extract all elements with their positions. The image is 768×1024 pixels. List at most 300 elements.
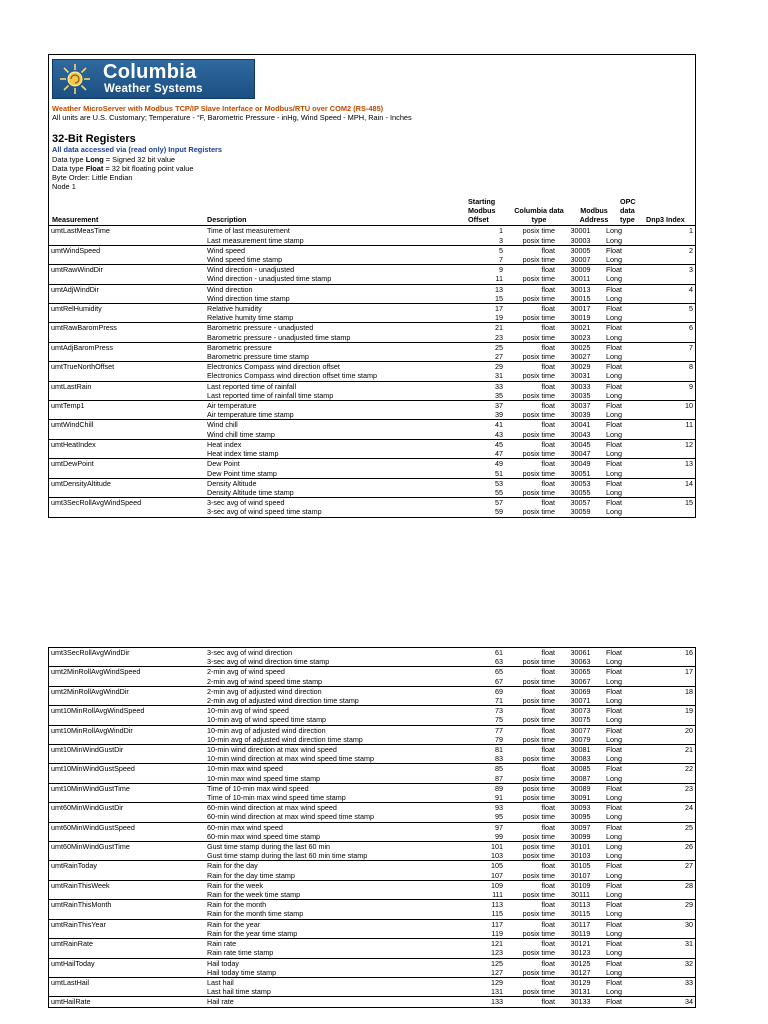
offset-cell: 63 bbox=[495, 657, 503, 667]
opc-type-cell: Long bbox=[606, 948, 622, 958]
description-cell: Time of 10-min max wind speed bbox=[205, 783, 463, 793]
columbia-type-cell: float bbox=[505, 958, 557, 968]
modbus-address-cell: 30003 bbox=[570, 235, 591, 245]
table-row bbox=[49, 958, 695, 968]
opc-type-cell: Float bbox=[604, 648, 634, 658]
table-row bbox=[49, 294, 695, 304]
modbus-address-cell: 30101 bbox=[557, 842, 604, 852]
description-cell: Last reported time of rainfall time stamp bbox=[207, 390, 334, 400]
measurement-cell: umt2MinRollAvgWindSpeed bbox=[49, 667, 205, 677]
opc-type-cell: Float bbox=[604, 265, 634, 275]
columbia-type-cell: posix time bbox=[522, 676, 555, 686]
header-opc-type: OPC data type bbox=[620, 196, 636, 224]
offset-cell: 59 bbox=[463, 507, 505, 517]
modbus-address-cell: 30077 bbox=[557, 725, 604, 735]
opc-type-cell: Float bbox=[604, 284, 634, 294]
offset-cell: 87 bbox=[495, 773, 503, 783]
offset-cell: 33 bbox=[463, 381, 505, 391]
columbia-type-cell: float bbox=[505, 939, 557, 949]
opc-type-cell: Float bbox=[604, 342, 634, 352]
dnp3-index-cell: 23 bbox=[634, 783, 695, 793]
dnp3-index-cell: 4 bbox=[634, 284, 695, 294]
offset-cell: 25 bbox=[463, 342, 505, 352]
offset-cell: 51 bbox=[495, 468, 503, 478]
modbus-address-cell: 30081 bbox=[557, 745, 604, 755]
table-row bbox=[49, 478, 695, 488]
modbus-address-cell: 30117 bbox=[557, 919, 604, 929]
opc-type-cell: Float bbox=[604, 803, 634, 813]
offset-cell: 11 bbox=[495, 274, 503, 284]
dnp3-index-cell bbox=[634, 410, 695, 420]
description-cell: Relative humidity bbox=[205, 304, 463, 314]
modbus-address-cell: 30037 bbox=[557, 401, 604, 411]
offset-cell: 133 bbox=[463, 997, 505, 1007]
dnp3-index-cell bbox=[634, 968, 695, 978]
columbia-type-cell: posix time bbox=[522, 449, 555, 459]
offset-cell: 23 bbox=[495, 332, 503, 342]
modbus-address-cell: 30075 bbox=[570, 715, 591, 725]
offset-cell: 81 bbox=[463, 745, 505, 755]
dnp3-index-cell: 1 bbox=[634, 226, 695, 236]
dnp3-index-cell: 2 bbox=[634, 245, 695, 255]
opc-type-cell: Float bbox=[604, 880, 634, 890]
dnp3-index-cell: 21 bbox=[634, 745, 695, 755]
table-row bbox=[49, 735, 695, 745]
modbus-address-cell: 30043 bbox=[570, 429, 591, 439]
table-row bbox=[49, 832, 695, 842]
offset-cell: 95 bbox=[495, 812, 503, 822]
opc-type-cell: Float bbox=[604, 686, 634, 696]
dnp3-index-cell: 15 bbox=[634, 498, 695, 508]
offset-cell: 115 bbox=[491, 909, 503, 919]
description-cell: Time of 10-min max wind speed time stamp bbox=[207, 793, 346, 803]
measurement-cell: umtLastMeasTime bbox=[49, 226, 205, 236]
measurement-cell bbox=[49, 657, 205, 667]
description-cell: Rain for the year time stamp bbox=[207, 928, 298, 938]
columbia-type-cell: posix time bbox=[522, 851, 555, 861]
table-row bbox=[49, 469, 695, 479]
description-cell: Rain for the week time stamp bbox=[207, 890, 301, 900]
dnp3-index-cell bbox=[634, 851, 695, 861]
modbus-address-cell: 30059 bbox=[557, 507, 604, 517]
opc-type-cell: Long bbox=[606, 928, 622, 938]
modbus-address-cell: 30071 bbox=[570, 696, 591, 706]
offset-cell: 83 bbox=[495, 754, 503, 764]
description-cell: 3-sec avg of wind speed bbox=[205, 498, 463, 508]
company-logo bbox=[49, 55, 695, 99]
opc-type-cell: Float bbox=[604, 323, 634, 333]
dnp3-index-cell: 22 bbox=[634, 764, 695, 774]
description-cell: 10-min wind direction at max wind speed time stamp bbox=[207, 754, 374, 764]
description-cell: Heat index bbox=[205, 439, 463, 449]
table-row bbox=[49, 323, 695, 333]
table-row bbox=[49, 987, 695, 997]
modbus-address-cell: 30049 bbox=[557, 459, 604, 469]
description-cell: Dew Point time stamp bbox=[207, 468, 277, 478]
measurement-cell bbox=[49, 871, 205, 881]
offset-cell: 119 bbox=[491, 928, 503, 938]
modbus-address-cell: 30123 bbox=[570, 948, 591, 958]
columbia-type-cell: float bbox=[505, 420, 557, 430]
modbus-address-cell: 30079 bbox=[570, 734, 591, 744]
measurement-cell bbox=[49, 754, 205, 764]
opc-type-cell: Float bbox=[604, 401, 634, 411]
measurement-cell bbox=[49, 274, 205, 284]
measurement-cell: umtAdjBaromPress bbox=[49, 342, 205, 352]
opc-type-cell: Float bbox=[604, 381, 634, 391]
table-row bbox=[49, 929, 695, 939]
header-description: Description bbox=[207, 214, 247, 224]
opc-type-cell: Long bbox=[606, 657, 622, 667]
dnp3-index-cell bbox=[634, 696, 695, 706]
measurement-cell bbox=[49, 948, 205, 958]
dnp3-index-cell bbox=[634, 371, 695, 381]
opc-type-cell: Float bbox=[604, 304, 634, 314]
opc-type-cell: Long bbox=[606, 293, 622, 303]
description-cell: Gust time stamp during the last 60 min bbox=[205, 842, 463, 852]
offset-cell: 9 bbox=[463, 265, 505, 275]
dnp3-index-cell: 16 bbox=[634, 648, 695, 658]
modbus-address-cell: 30069 bbox=[557, 686, 604, 696]
measurement-cell: umtWindSpeed bbox=[49, 245, 205, 255]
columbia-type-cell: float bbox=[505, 323, 557, 333]
measurement-cell bbox=[49, 430, 205, 440]
columbia-type-cell: float bbox=[505, 997, 557, 1007]
modbus-address-cell: 30061 bbox=[557, 648, 604, 658]
description-cell: 10-min avg of adjusted wind direction time stamp bbox=[207, 734, 363, 744]
columbia-type-cell: posix time bbox=[522, 987, 555, 997]
modbus-address-cell: 30097 bbox=[557, 822, 604, 832]
opc-type-cell: Float bbox=[604, 667, 634, 677]
description-cell: 10-min avg of wind speed time stamp bbox=[207, 715, 327, 725]
modbus-address-cell: 30033 bbox=[557, 381, 604, 391]
columbia-type-cell: posix time bbox=[522, 967, 555, 977]
dnp3-index-cell bbox=[634, 890, 695, 900]
modbus-address-cell: 30019 bbox=[570, 313, 591, 323]
table-row bbox=[49, 667, 695, 677]
offset-cell: 123 bbox=[491, 948, 503, 958]
modbus-address-cell: 30007 bbox=[570, 255, 591, 265]
offset-cell: 47 bbox=[495, 449, 503, 459]
modbus-address-cell: 30119 bbox=[570, 928, 591, 938]
description-cell: Rain rate bbox=[205, 939, 463, 949]
dnp3-index-cell: 29 bbox=[634, 900, 695, 910]
dnp3-index-cell: 18 bbox=[634, 686, 695, 696]
table-row bbox=[49, 871, 695, 881]
measurement-cell: umtRainRate bbox=[49, 939, 205, 949]
description-cell: Wind direction - unadjusted time stamp bbox=[207, 274, 332, 284]
table-row bbox=[49, 498, 695, 508]
table-row bbox=[49, 764, 695, 774]
description-cell: Gust time stamp during the last 60 min time stamp bbox=[207, 851, 368, 861]
offset-cell: 27 bbox=[495, 352, 503, 362]
columbia-type-cell: posix time bbox=[522, 909, 555, 919]
opc-type-cell: Float bbox=[604, 439, 634, 449]
modbus-address-cell: 30041 bbox=[557, 420, 604, 430]
offset-cell: 67 bbox=[495, 676, 503, 686]
description-cell: Electronics Compass wind direction offset bbox=[205, 362, 463, 372]
modbus-address-cell: 30053 bbox=[557, 478, 604, 488]
columbia-type-cell: float bbox=[505, 245, 557, 255]
table-row bbox=[49, 793, 695, 803]
columbia-type-cell: float bbox=[505, 284, 557, 294]
measurement-cell bbox=[49, 890, 205, 900]
table-row bbox=[49, 401, 695, 411]
description-cell: Wind chill time stamp bbox=[207, 429, 275, 439]
modbus-address-cell: 30103 bbox=[570, 851, 591, 861]
modbus-address-cell: 30073 bbox=[557, 706, 604, 716]
description-cell: Last hail time stamp bbox=[207, 987, 271, 997]
description-cell: 2-min avg of wind speed bbox=[205, 667, 463, 677]
table-row bbox=[49, 677, 695, 687]
dnp3-index-cell: 7 bbox=[634, 342, 695, 352]
opc-type-cell: Long bbox=[606, 890, 622, 900]
table-row bbox=[49, 909, 695, 919]
opc-type-cell: Long bbox=[606, 429, 622, 439]
offset-cell: 15 bbox=[495, 293, 503, 303]
measurement-cell: umt10MinRollAvgWindDir bbox=[49, 725, 205, 735]
columbia-type-cell: float bbox=[505, 919, 557, 929]
columbia-type-cell: posix time bbox=[522, 274, 555, 284]
dnp3-index-cell: 34 bbox=[634, 997, 695, 1007]
opc-type-cell: Long bbox=[606, 967, 622, 977]
opc-type-cell: Float bbox=[604, 997, 634, 1007]
columbia-type-cell: float bbox=[505, 648, 557, 658]
description-cell: Air temperature bbox=[205, 401, 463, 411]
dnp3-index-cell: 13 bbox=[634, 459, 695, 469]
dnp3-index-cell: 32 bbox=[634, 958, 695, 968]
columbia-type-cell: float bbox=[505, 686, 557, 696]
measurement-cell: umtWindChill bbox=[49, 420, 205, 430]
modbus-address-cell: 30131 bbox=[570, 987, 591, 997]
measurement-cell bbox=[49, 929, 205, 939]
dnp3-index-cell bbox=[634, 774, 695, 784]
opc-type-cell: Float bbox=[604, 861, 634, 871]
modbus-address-cell: 30089 bbox=[557, 783, 604, 793]
columbia-type-cell: float bbox=[505, 725, 557, 735]
offset-cell: 79 bbox=[495, 734, 503, 744]
opc-type-cell: Float bbox=[604, 725, 634, 735]
dnp3-index-cell bbox=[634, 333, 695, 343]
table-row bbox=[49, 313, 695, 323]
columbia-type-cell: float bbox=[505, 706, 557, 716]
measurement-cell: umt3SecRollAvgWindDir bbox=[49, 648, 205, 658]
opc-type-cell: Long bbox=[606, 487, 622, 497]
dnp3-index-cell bbox=[634, 793, 695, 803]
columbia-type-cell: posix time bbox=[522, 793, 555, 803]
offset-cell: 53 bbox=[463, 478, 505, 488]
offset-cell: 29 bbox=[463, 362, 505, 372]
dnp3-index-cell bbox=[634, 677, 695, 687]
columbia-type-cell: posix time bbox=[522, 410, 555, 420]
offset-cell: 77 bbox=[463, 725, 505, 735]
opc-type-cell: Long bbox=[606, 313, 622, 323]
columbia-type-cell: posix time bbox=[522, 313, 555, 323]
description-cell: Barometric pressure - unadjusted time stamp bbox=[207, 332, 351, 342]
description-cell: 3-sec avg of wind speed time stamp bbox=[205, 507, 463, 517]
columbia-type-cell: posix time bbox=[522, 715, 555, 725]
columbia-type-cell: float bbox=[505, 381, 557, 391]
offset-cell: 117 bbox=[463, 919, 505, 929]
description-cell: Hail today time stamp bbox=[207, 967, 277, 977]
dnp3-index-cell bbox=[634, 255, 695, 265]
table-row bbox=[49, 449, 695, 459]
table-row bbox=[49, 861, 695, 871]
columbia-type-cell: posix time bbox=[522, 390, 555, 400]
description-cell: 2-min avg of wind speed time stamp bbox=[207, 676, 323, 686]
opc-type-cell: Float bbox=[604, 498, 634, 508]
offset-cell: 75 bbox=[495, 715, 503, 725]
description-cell: Wind speed bbox=[205, 245, 463, 255]
offset-cell: 111 bbox=[492, 890, 503, 900]
modbus-address-cell: 30115 bbox=[570, 909, 591, 919]
offset-cell: 71 bbox=[495, 696, 503, 706]
dnp3-index-cell bbox=[634, 507, 695, 517]
measurement-cell bbox=[49, 715, 205, 725]
columbia-type-cell: float bbox=[505, 764, 557, 774]
table-row bbox=[49, 352, 695, 362]
columbia-type-cell: posix time bbox=[505, 507, 557, 517]
modbus-address-cell: 30025 bbox=[557, 342, 604, 352]
opc-type-cell: Long bbox=[606, 812, 622, 822]
description-cell: 2-min avg of adjusted wind direction time stamp bbox=[207, 696, 359, 706]
opc-type-cell: Long bbox=[606, 831, 622, 841]
offset-cell: 65 bbox=[463, 667, 505, 677]
measurement-cell bbox=[49, 696, 205, 706]
measurement-cell: umtDensityAltitude bbox=[49, 478, 205, 488]
description-cell: Density Altitude bbox=[205, 478, 463, 488]
description-cell: Wind speed time stamp bbox=[207, 255, 283, 265]
dnp3-index-cell: 6 bbox=[634, 323, 695, 333]
dnp3-index-cell: 5 bbox=[634, 304, 695, 314]
offset-cell: 85 bbox=[463, 764, 505, 774]
table-row bbox=[49, 774, 695, 784]
header-offset: Starting Modbus Offset bbox=[468, 196, 496, 224]
columbia-type-cell: posix time bbox=[522, 487, 555, 497]
modbus-address-cell: 30127 bbox=[570, 967, 591, 977]
table-row bbox=[49, 236, 695, 246]
table-row bbox=[49, 812, 695, 822]
dnp3-index-cell: 17 bbox=[634, 667, 695, 677]
units-note: All units are U.S. Customary; Temperature - °F, Barometric Pressure - inHg, Wind Speed - MPH, Rain - Inches bbox=[52, 113, 412, 123]
offset-cell: 107 bbox=[491, 870, 503, 880]
node-note: Node 1 bbox=[52, 182, 76, 192]
dnp3-index-cell bbox=[634, 929, 695, 939]
dnp3-index-cell bbox=[634, 948, 695, 958]
dnp3-index-cell bbox=[634, 909, 695, 919]
description-cell: Last measurement time stamp bbox=[207, 235, 304, 245]
measurement-cell bbox=[49, 812, 205, 822]
dnp3-index-cell bbox=[634, 294, 695, 304]
opc-type-cell: Long bbox=[604, 842, 634, 852]
table-row bbox=[49, 391, 695, 401]
columbia-type-cell: float bbox=[505, 439, 557, 449]
modbus-address-cell: 30035 bbox=[570, 390, 591, 400]
logo-banner bbox=[52, 59, 255, 99]
measurement-cell: umt60MinWindGustSpeed bbox=[49, 822, 205, 832]
table-header bbox=[49, 192, 695, 225]
intro-block bbox=[49, 99, 695, 191]
dnp3-index-cell bbox=[634, 449, 695, 459]
modbus-address-cell: 30111 bbox=[571, 890, 590, 900]
register-sheet-page-2 bbox=[48, 647, 696, 1008]
header-modbus-address: Modbus Address bbox=[579, 205, 609, 224]
dnp3-index-cell: 33 bbox=[634, 977, 695, 987]
measurement-cell: umtRainToday bbox=[49, 861, 205, 871]
modbus-address-cell: 30001 bbox=[557, 226, 604, 236]
dnp3-index-cell bbox=[634, 754, 695, 764]
description-cell: Rain for the day bbox=[205, 861, 463, 871]
long-type-note: Data type Long = Signed 32 bit value bbox=[52, 154, 176, 164]
offset-cell: 69 bbox=[463, 686, 505, 696]
offset-cell: 45 bbox=[463, 439, 505, 449]
dnp3-index-cell bbox=[634, 832, 695, 842]
offset-cell: 35 bbox=[495, 390, 503, 400]
measurement-cell: umtTemp1 bbox=[49, 401, 205, 411]
opc-type-cell: Long bbox=[606, 390, 622, 400]
measurement-cell: umtHailToday bbox=[49, 958, 205, 968]
measurement-cell: umtHeatIndex bbox=[49, 439, 205, 449]
modbus-address-cell: 30009 bbox=[557, 265, 604, 275]
table-row bbox=[49, 968, 695, 978]
measurement-cell: umtAdjWindDir bbox=[49, 284, 205, 294]
dnp3-index-cell: 24 bbox=[634, 803, 695, 813]
offset-cell: 131 bbox=[491, 987, 503, 997]
opc-type-cell: Long bbox=[606, 987, 622, 997]
columbia-type-cell: posix time bbox=[522, 948, 555, 958]
table-row bbox=[49, 342, 695, 352]
header-dnp3-index: Dnp3 Index bbox=[646, 214, 685, 224]
byte-order-note: Byte Order: Little Endian bbox=[52, 173, 133, 183]
columbia-type-cell: posix time bbox=[505, 842, 557, 852]
measurement-cell bbox=[49, 333, 205, 343]
modbus-address-cell: 30015 bbox=[570, 293, 591, 303]
description-cell: 3-sec avg of wind direction bbox=[205, 648, 463, 658]
description-cell: 10-min avg of adjusted wind direction bbox=[205, 725, 463, 735]
table-row bbox=[49, 745, 695, 755]
modbus-address-cell: 30021 bbox=[557, 323, 604, 333]
columbia-type-cell: posix time bbox=[522, 754, 555, 764]
opc-type-cell: Long bbox=[606, 410, 622, 420]
opc-type-cell: Float bbox=[604, 706, 634, 716]
modbus-address-cell: 30095 bbox=[570, 812, 591, 822]
description-cell: Air temperature time stamp bbox=[207, 410, 294, 420]
modbus-address-cell: 30063 bbox=[570, 657, 591, 667]
dnp3-index-cell: 27 bbox=[634, 861, 695, 871]
measurement-cell bbox=[49, 488, 205, 498]
opc-type-cell: Float bbox=[604, 958, 634, 968]
columbia-type-cell: posix time bbox=[522, 812, 555, 822]
description-cell: Rain for the year bbox=[205, 919, 463, 929]
offset-cell: 97 bbox=[463, 822, 505, 832]
measurement-cell bbox=[49, 313, 205, 323]
float-type-note: Data type Float = 32 bit floating point value bbox=[52, 163, 194, 173]
modbus-address-cell: 30125 bbox=[557, 958, 604, 968]
measurement-cell bbox=[49, 507, 205, 517]
description-cell: Rain for the week bbox=[205, 880, 463, 890]
columbia-type-cell: float bbox=[505, 822, 557, 832]
columbia-type-cell: float bbox=[505, 459, 557, 469]
section-title: 32-Bit Registers bbox=[52, 133, 136, 146]
dnp3-index-cell: 11 bbox=[634, 420, 695, 430]
dnp3-index-cell bbox=[634, 391, 695, 401]
dnp3-index-cell: 12 bbox=[634, 439, 695, 449]
table-row bbox=[49, 706, 695, 716]
table-row bbox=[49, 371, 695, 381]
modbus-address-cell: 30107 bbox=[570, 870, 591, 880]
opc-type-cell: Long bbox=[606, 235, 622, 245]
offset-cell: 109 bbox=[463, 880, 505, 890]
